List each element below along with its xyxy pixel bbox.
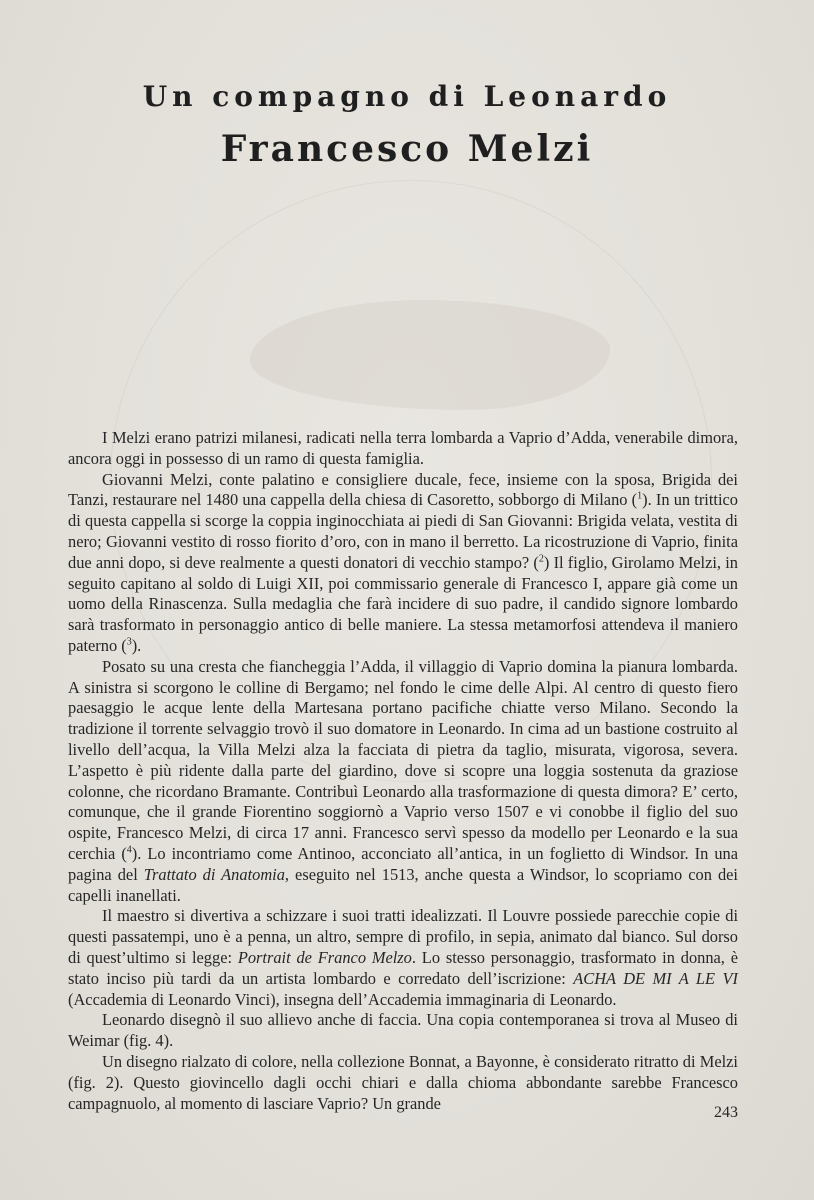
text-run: Giovanni Melzi, conte palatino e consigliere ducale, fece, insieme con la sposa, Brigida dei Tanzi, restaurare nel 1480 una cappella della chiesa di Casoretto, sobborgo di Milano ( xyxy=(68,469,738,510)
italic-text: Trattato di Anatomia xyxy=(143,864,285,884)
text-run: ). Lo incontriamo come Antinoo, acconciato all’antica, in un foglietto di Windsor. In una pagina del xyxy=(68,843,738,884)
article-body xyxy=(68,428,738,1114)
text-run: ). In un trittico di questa cappella si scorge la coppia inginocchiata ai piedi di San Giovanni: Brigida velata, vestita di nero; Giovanni vestito di rosso fiorito d’oro, con in mano il berretto. La ricostruzione di Vaprio, finita due anni dopo, si deve realmente a questi donatori di vecchio stampo? ( xyxy=(68,490,738,572)
footnote-ref: 3 xyxy=(126,636,132,648)
paragraph xyxy=(68,906,738,1010)
text-run: Leonardo disegnò il suo allievo anche di faccia. Una copia contemporanea si trova al Museo di Weimar (fig. 4). xyxy=(68,1010,738,1051)
italic-text: Portrait de Franco Melzo xyxy=(237,947,412,967)
paragraph xyxy=(68,1052,738,1114)
italic-text: ACHA DE MI A LE VI xyxy=(573,968,738,988)
text-run: Il maestro si divertiva a schizzare i suoi tratti idealizzati. Il Louvre possiede parecchie copie di questi passatempi, uno è a penna, un altro, sempre di profilo, in sepia, animato dal bianco. Sul dorso di quest’ultimo si legge: xyxy=(68,906,738,967)
paragraph xyxy=(68,428,738,470)
footnote-ref: 2 xyxy=(538,553,544,565)
text-run: . Lo stesso personaggio, trasformato in donna, è stato inciso più tardi da un artista lombardo e corredato dell’iscrizione: xyxy=(68,947,738,988)
paragraph xyxy=(68,470,738,657)
watermark-shape xyxy=(250,300,610,410)
text-run: ) Il figlio, Girolamo Melzi, in seguito capitano al soldo di Luigi XII, poi commissario generale di Francesco I, appare già come un uomo della Rinascenza. Sulla medaglia che farà incidere di suo padre, il candido signore lombardo sarà trasformato in personaggio antico di belle maniere. La stessa metamorfosi attendeva il maniero paterno ( xyxy=(68,552,739,655)
text-run: Un disegno rialzato di colore, nella collezione Bonnat, a Bayonne, è considerato ritratto di Melzi (fig. 2). Questo giovincello dagli occhi chiari e dalla chioma abbondante sarebbe Francesco campagnuolo, al momento di lasciare Vaprio? Un grande xyxy=(68,1051,738,1113)
paragraph xyxy=(68,1010,738,1052)
article-subtitle: Francesco Melzi xyxy=(220,128,594,170)
article-title: Un compagno di Leonardo xyxy=(142,80,672,113)
footnote-ref: 1 xyxy=(637,490,643,502)
text-run: Posato su una cresta che fiancheggia l’Adda, il villaggio di Vaprio domina la pianura lombarda. A sinistra si scorgono le colline di Bergamo; nel fondo le cime delle Alpi. Al centro di questo fiero paesaggio le acque lente della Martesana portano pacifiche chiatte verso Milano. Secondo la tradizione il torrente selvaggio trovò il suo domatore in Leonardo. In cima ad un bastione costruito al livello dell’acqua, la Villa Melzi alza la facciata di pietra da taglio, misurata, vigorosa, severa. L’aspetto è più ridente dalla parte del giardino, dove si scopre una loggia sostenuta da graziose colonne, che ricordano Bramante. Contribuì Leonardo alla trasformazione di questa dimora? E’ certo, comunque, che il grande Fiorentino soggiornò a Vaprio verso 1507 e vi conobbe il figlio del suo ospite, Francesco Melzi, di circa 17 anni. Francesco servì spesso da modello per Leonardo e la sua cerchia ( xyxy=(68,656,738,863)
text-run: I Melzi erano patrizi milanesi, radicati nella terra lombarda a Vaprio d’Adda, venerabile dimora, ancora oggi in possesso di un ramo di questa famiglia. xyxy=(68,428,738,468)
paragraph xyxy=(68,657,738,907)
text-run: (Accademia di Leonardo Vinci), insegna dell’Accademia immaginaria di Leonardo. xyxy=(68,989,617,1009)
footnote-ref: 4 xyxy=(126,844,132,856)
text-run: , eseguito nel 1513, anche questa a Windsor, lo scopriamo con dei capelli inanellati. xyxy=(68,864,738,905)
page-number: 243 xyxy=(714,1104,738,1121)
text-run: ). xyxy=(131,635,142,655)
